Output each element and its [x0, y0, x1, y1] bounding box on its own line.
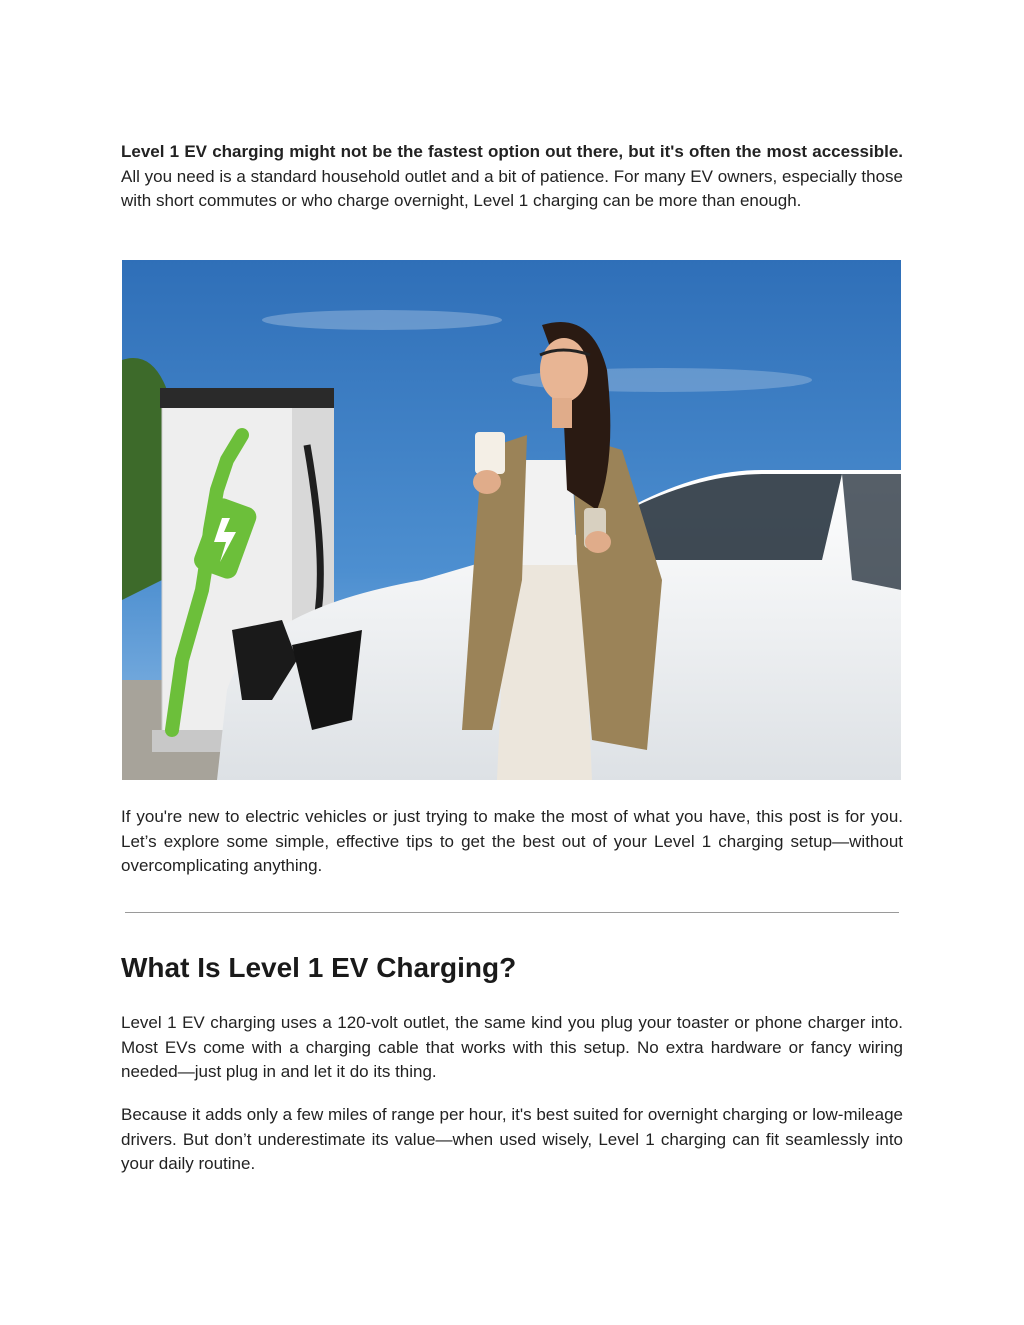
usage-paragraph: Because it adds only a few miles of range per hour, it's best suited for overnight charging or low-mileage drivers. But don’t underestimate its value—when used wisely, Level 1 charging can fit seamlessly into your daily routine. [121, 1105, 903, 1173]
section-divider [125, 912, 899, 913]
ev-charging-photo [122, 260, 901, 780]
definition-paragraph: Level 1 EV charging uses a 120-volt outlet, the same kind you plug your toaster or phone charger into. Most EVs come with a charging cable that works with this setup. No extra hardware or fancy wiring needed—just plug in and let it do its thing. [121, 1013, 903, 1081]
section-heading: What Is Level 1 EV Charging? [121, 952, 517, 983]
intro-bold-lead: Level 1 EV charging might not be the fastest option out there, but it's often the most accessible. [121, 142, 903, 161]
intro-rest: All you need is a standard household outlet and a bit of patience. For many EV owners, especially those with short commutes or who charge overnight, Level 1 charging can be more than enough. [121, 166, 903, 210]
intro-paragraph [121, 140, 903, 214]
intro-followup-paragraph: If you're new to electric vehicles or just trying to make the most of what you have, this post is for you. Let’s explore some simple, effective tips to get the best out of your Level 1 charging setup—without overcomplicating anything. [121, 807, 903, 875]
